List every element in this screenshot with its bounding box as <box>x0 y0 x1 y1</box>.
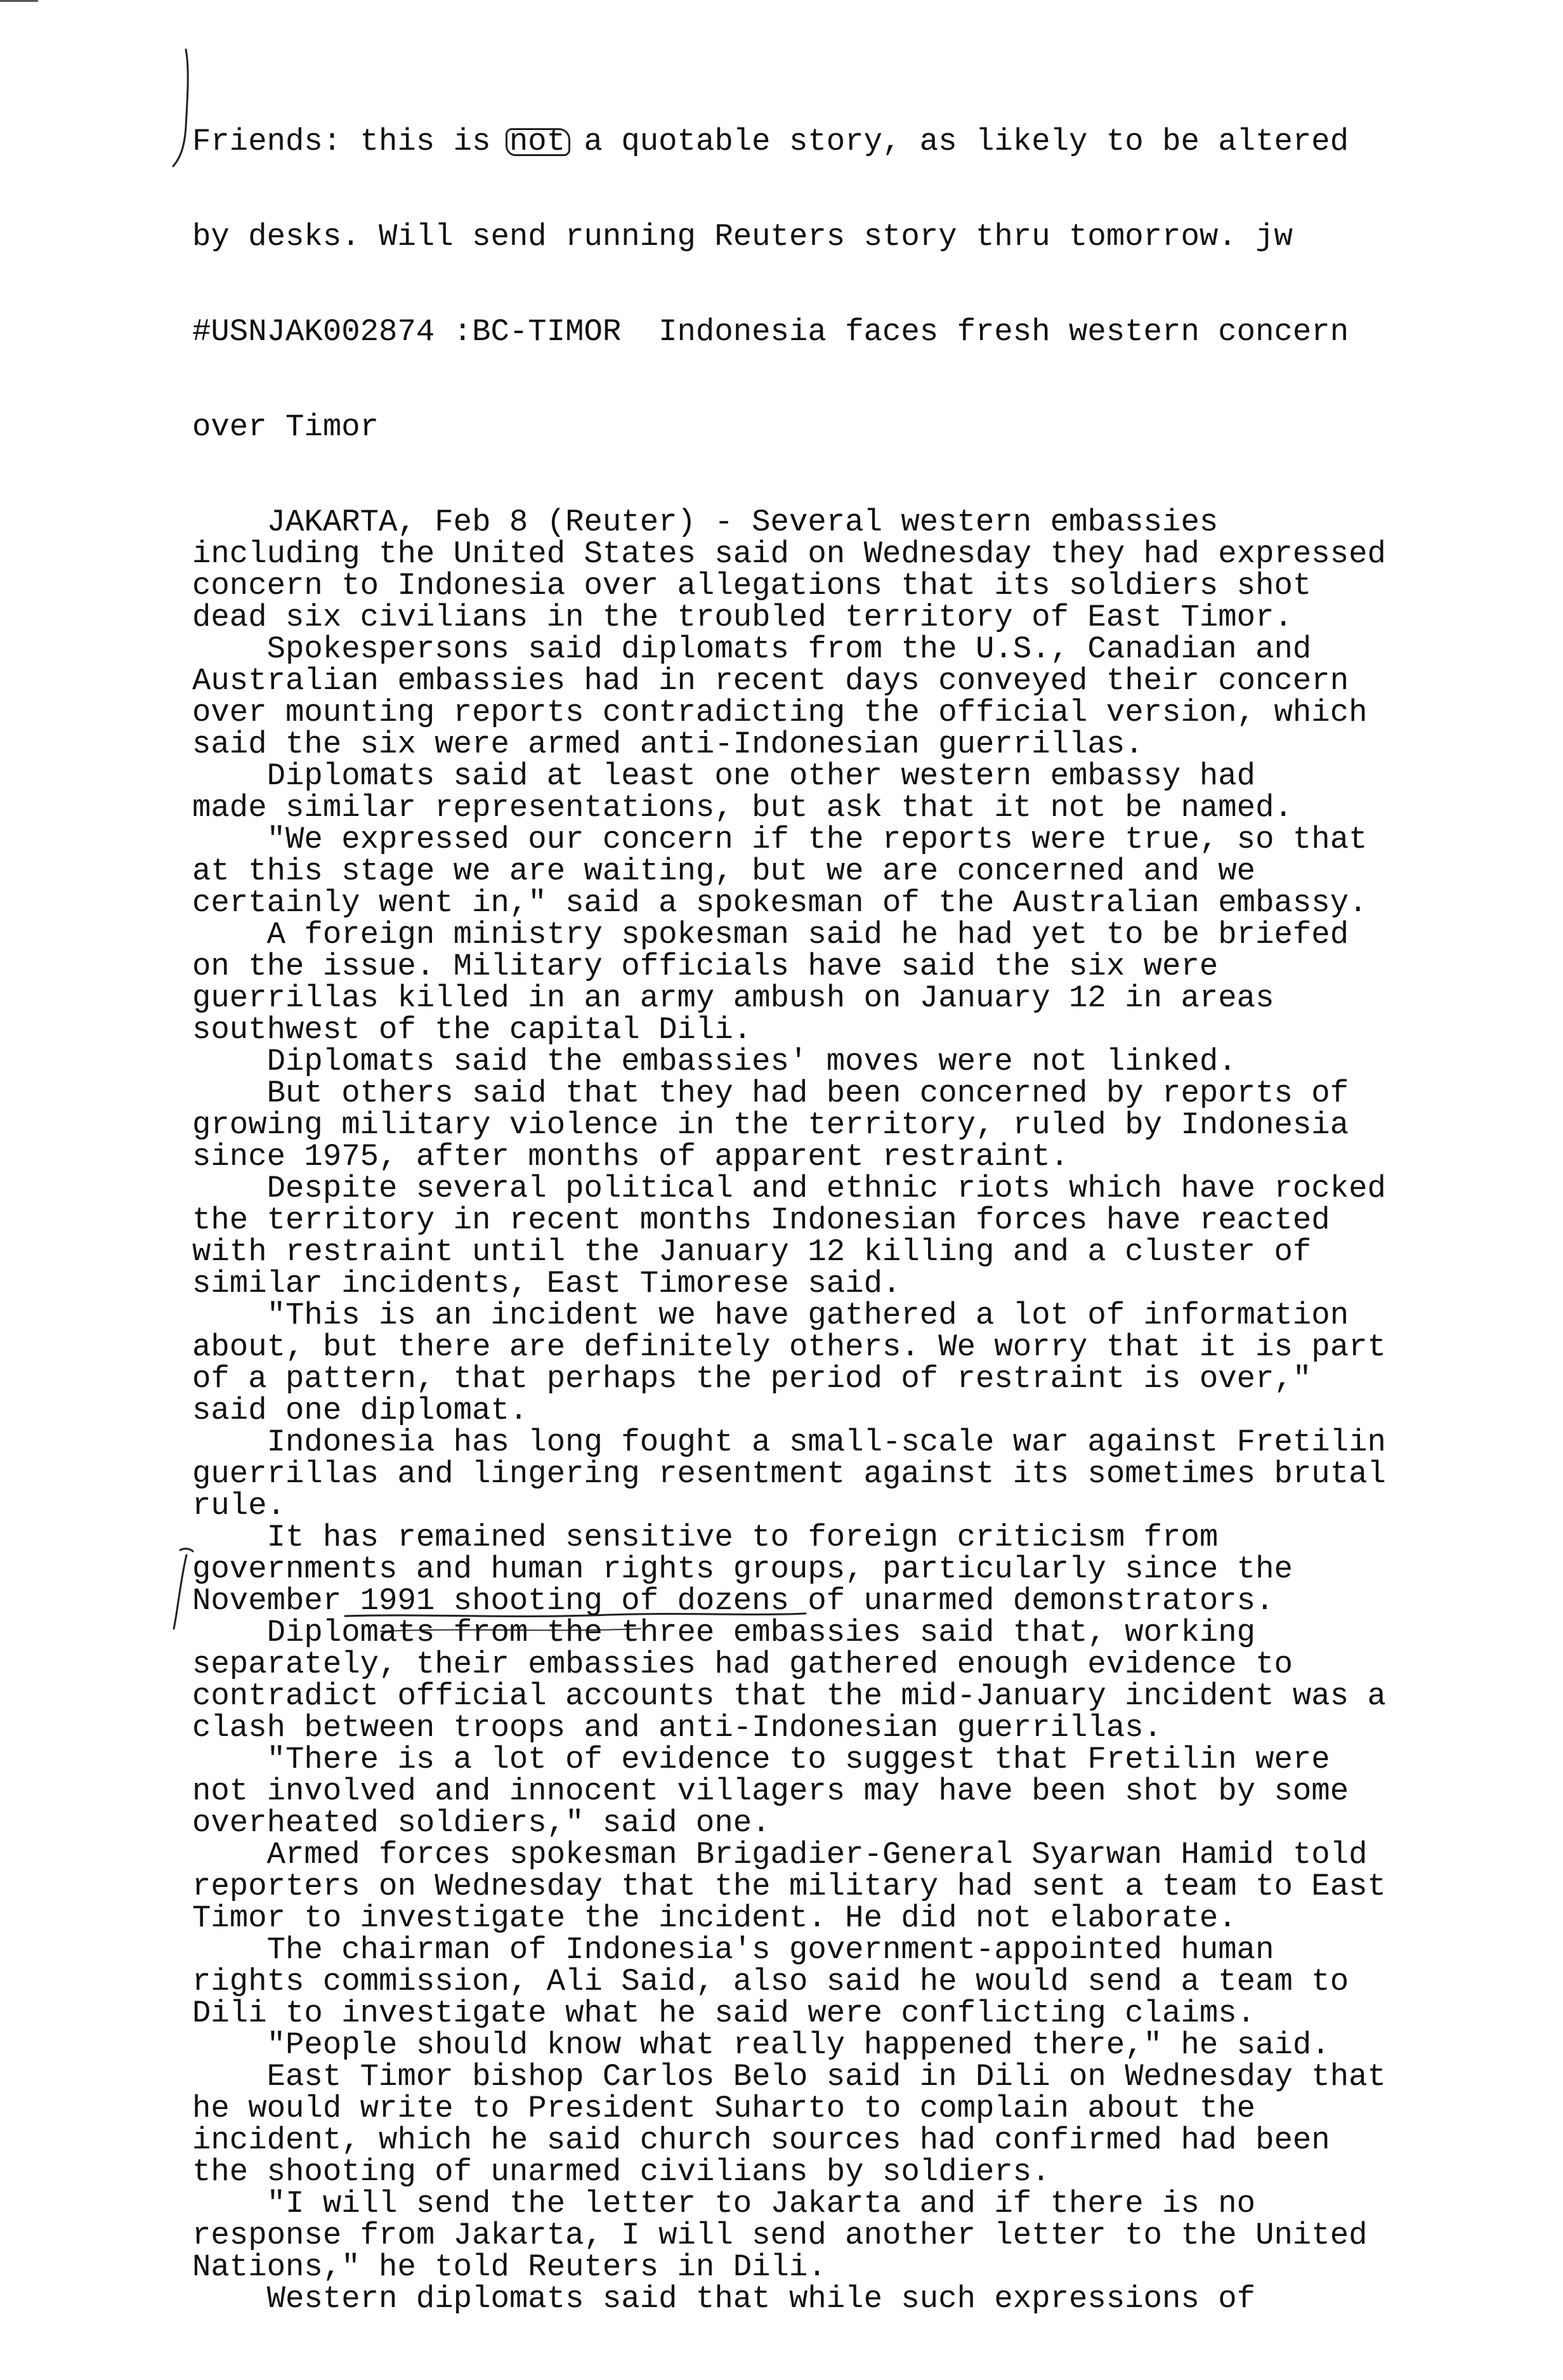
text-line: reporters on Wednesday that the military had sent a team to East <box>192 1869 1386 1904</box>
text-line: clash between troops and anti-Indonesian guerrillas. <box>192 1710 1163 1746</box>
text-line: of a pattern, that perhaps the period of restraint is over," <box>192 1361 1312 1397</box>
text-line: he would write to President Suharto to complain about the <box>192 2091 1256 2126</box>
text-line: response from Jakarta, I will send another letter to the United <box>192 2218 1368 2253</box>
handwritten-margin-bracket-lower <box>164 1545 195 1634</box>
text-line: November 1991 shooting of dozens of unarmed demonstrators. <box>192 1583 1274 1619</box>
header-line-4: over Timor <box>192 409 379 445</box>
text-line: growing military violence in the territory, ruled by Indonesia <box>192 1107 1349 1143</box>
text-line: contradict official accounts that the mid-January incident was a <box>192 1678 1386 1714</box>
text-line: But others said that they had been concerned by reports of <box>192 1075 1349 1111</box>
header-line-1-end: a quotable story, as likely to be altered <box>565 124 1349 159</box>
text-line: JAKARTA, Feb 8 (Reuter) - Several western embassies <box>192 504 1219 540</box>
circled-word-not: not <box>509 124 566 159</box>
text-line: similar incidents, East Timorese said. <box>192 1266 901 1301</box>
text-line: "We expressed our concern if the reports were true, so that <box>192 822 1368 857</box>
header-line-1 <box>192 126 1556 157</box>
text-line: made similar representations, but ask that it not be named. <box>192 790 1293 825</box>
text-line: at this stage we are waiting, but we are concerned and we <box>192 853 1256 889</box>
text-line: "People should know what really happened there," he said. <box>192 2027 1330 2063</box>
text-line: said the six were armed anti-Indonesian guerrillas. <box>192 726 1144 762</box>
text-line: including the United States said on Wednesday they had expressed <box>192 536 1386 572</box>
text-line: separately, their embassies had gathered enough evidence to <box>192 1647 1293 1682</box>
text-line: Diplomats said at least one other western embassy had <box>192 758 1256 794</box>
text-line: on the issue. Military officials have said the six were <box>192 949 1219 984</box>
text-line: not involved and innocent villagers may have been shot by some <box>192 1773 1349 1809</box>
text-line: dead six civilians in the troubled territory of East Timor. <box>192 600 1293 635</box>
text-line: since 1975, after months of apparent restraint. <box>192 1139 1069 1174</box>
text-line: A foreign ministry spokesman said he had yet to be briefed <box>192 917 1349 952</box>
text-line: The chairman of Indonesia's government-appointed human <box>192 1932 1274 1968</box>
text-line: "I will send the letter to Jakarta and if there is no <box>192 2186 1256 2221</box>
text-line: Nations," he told Reuters in Dili. <box>192 2249 827 2285</box>
text-line: guerrillas and lingering resentment against its sometimes brutal <box>192 1456 1386 1492</box>
text-line: It has remained sensitive to foreign criticism from <box>192 1520 1219 1555</box>
text-line: concern to Indonesia over allegations that its soldiers shot <box>192 568 1312 603</box>
text-line: Timor to investigate the incident. He did not elaborate. <box>192 1900 1237 1936</box>
text-line: about, but there are definitely others. We worry that it is part <box>192 1329 1386 1365</box>
text-line: over mounting reports contradicting the official version, which <box>192 695 1368 730</box>
text-line: Armed forces spokesman Brigadier-General Syarwan Hamid told <box>192 1837 1368 1872</box>
text-line: southwest of the capital Dili. <box>192 1012 752 1048</box>
text-line: Spokespersons said diplomats from the U.S., Canadian and <box>192 631 1312 667</box>
text-line: with restraint until the January 12 killing and a cluster of <box>192 1234 1312 1270</box>
text-line: incident, which he said church sources had confirmed had been <box>192 2122 1330 2158</box>
text-line: overheated soldiers," said one. <box>192 1805 771 1841</box>
text-line: East Timor bishop Carlos Belo said in Dili on Wednesday that <box>192 2059 1386 2094</box>
wire-story-text <box>192 62 1556 2378</box>
header-line-2: by desks. Will send running Reuters story thru tomorrow. jw <box>192 219 1293 254</box>
text-line: Western diplomats said that while such expressions of <box>192 2281 1256 2317</box>
text-line: Australian embassies had in recent days conveyed their concern <box>192 663 1349 699</box>
text-line: Diplomats said the embassies' moves were not linked. <box>192 1044 1237 1079</box>
text-line: governments and human rights groups, particularly since the <box>192 1551 1293 1587</box>
text-line: guerrillas killed in an army ambush on January 12 in areas <box>192 980 1274 1016</box>
text-line: certainly went in," said a spokesman of the Australian embassy. <box>192 885 1368 921</box>
text-line: rule. <box>192 1488 286 1523</box>
text-line: said one diplomat. <box>192 1393 528 1428</box>
text-line: Dili to investigate what he said were conflicting claims. <box>192 1995 1256 2031</box>
header-line-1-start: Friends: this is <box>192 124 509 159</box>
text-line: the territory in recent months Indonesian forces have reacted <box>192 1202 1330 1238</box>
text-line: Despite several political and ethnic riots which have rocked <box>192 1171 1386 1206</box>
text-line: Diplomats from the three embassies said that, working <box>192 1615 1256 1650</box>
scan-artifact <box>0 0 38 2</box>
text-line: "There is a lot of evidence to suggest that Fretilin were <box>192 1742 1330 1777</box>
text-line: the shooting of unarmed civilians by soldiers. <box>192 2154 1050 2190</box>
story-body <box>192 506 1556 2315</box>
text-line: "This is an incident we have gathered a lot of information <box>192 1298 1349 1333</box>
header-line-3: #USNJAK002874 :BC-TIMOR Indonesia faces fresh western concern <box>192 314 1349 350</box>
text-line: rights commission, Ali Said, also said he would send a team to <box>192 1964 1349 1999</box>
text-line: Indonesia has long fought a small-scale war against Fretilin <box>192 1424 1386 1460</box>
